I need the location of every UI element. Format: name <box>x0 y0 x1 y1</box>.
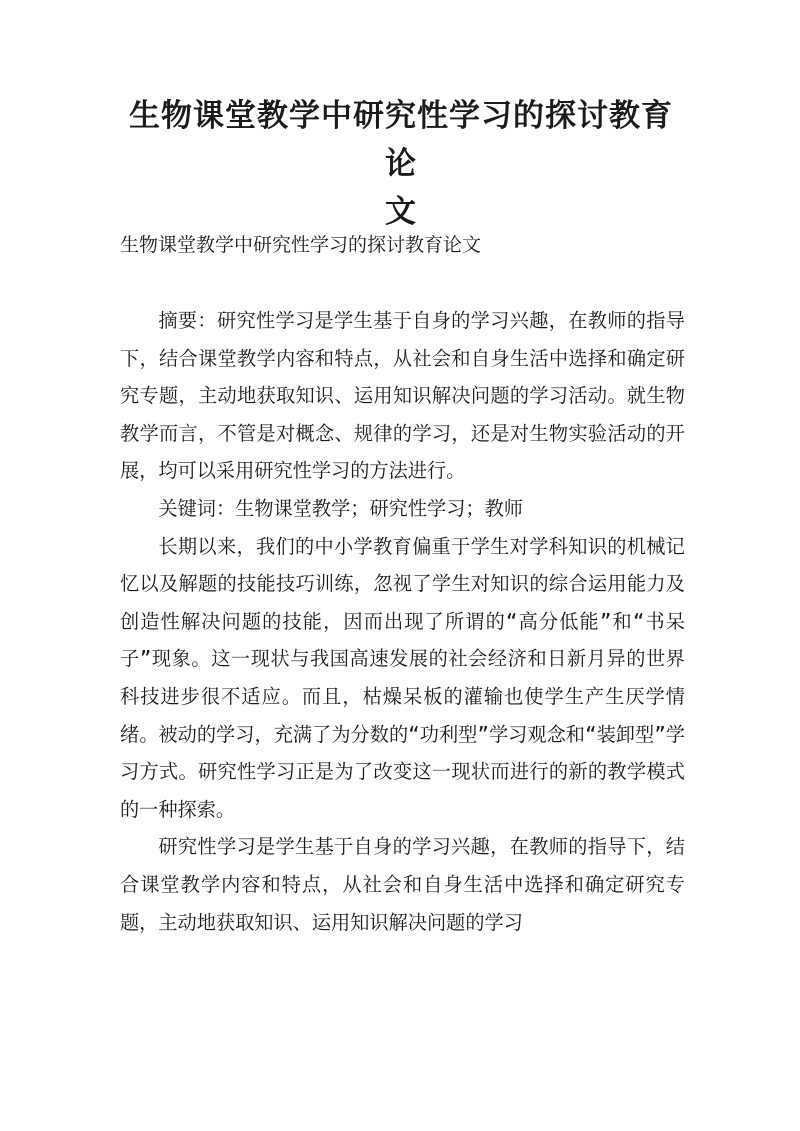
title-line-2: 文 <box>385 194 417 230</box>
document-body <box>120 302 685 941</box>
title-line-1: 生物课堂教学中研究性学习的探讨教育论 <box>129 98 673 182</box>
document-title <box>118 92 684 236</box>
body-paragraph: 长期以来，我们的中小学教育偏重于学生对学科知识的机械记忆以及解题的技能技巧训练，忽视了学生对知识的综合运用能力及创造性解决问题的技能，因而出现了所谓的“高分低能”和“书呆子”现象。这一现状与我国高速发展的社会经济和日新月异的世界科技进步很不适应。而且，枯燥呆板的灌输也使学生产生厌学情绪。被动的学习，充满了为分数的“功利型”学习观念和“装卸型”学习方式。研究性学习正是为了改变这一现状而进行的新的教学模式的一种探索。 <box>120 534 685 821</box>
keywords-paragraph: 关键词：生物课堂教学；研究性学习；教师 <box>158 496 523 520</box>
abstract-paragraph: 摘要：研究性学习是学生基于自身的学习兴趣，在教师的指导下，结合课堂教学内容和特点，从社会和自身生活中选择和确定研究专题，主动地获取知识、运用知识解决问题的学习活动。就生物教学而言，不管是对概念、规律的学习，还是对生物实验活动的开展，均可以采用研究性学习的方法进行。 <box>120 309 685 483</box>
document-subtitle: 生物课堂教学中研究性学习的探讨教育论文 <box>120 234 482 256</box>
body-paragraph: 研究性学习是学生基于自身的学习兴趣，在教师的指导下，结合课堂教学内容和特点，从社会和自身生活中选择和确定研究专题，主动地获取知识、运用知识解决问题的学习 <box>120 835 685 934</box>
